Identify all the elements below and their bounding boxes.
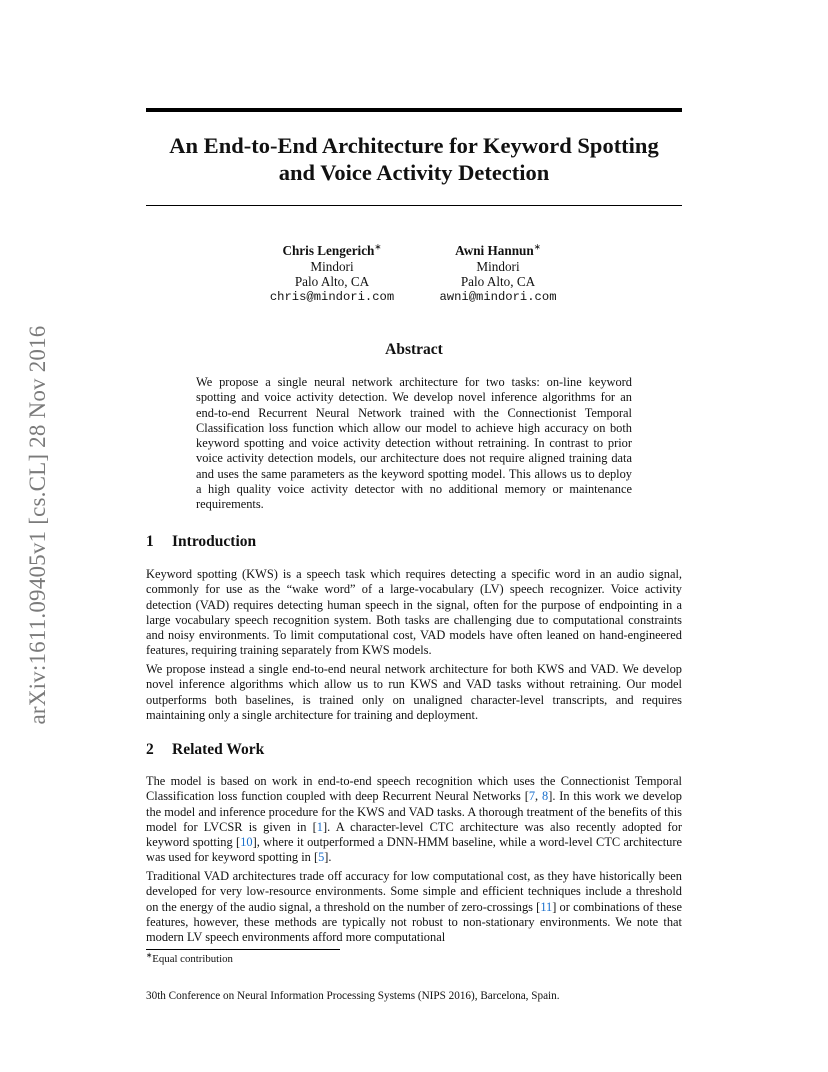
author-2 — [428, 243, 568, 305]
author-1-affiliation: Mindori — [310, 258, 354, 274]
footnote — [146, 950, 233, 965]
author-2-email[interactable]: awni@mindori.com — [439, 289, 557, 304]
section-2-number: 2 — [146, 741, 154, 758]
author-2-affiliation: Mindori — [476, 258, 520, 274]
author-2-location: Palo Alto, CA — [460, 274, 536, 289]
citation-7[interactable]: 7 — [528, 789, 536, 804]
section-1-heading — [146, 533, 256, 551]
title-line-2: and Voice Activity Detection — [278, 160, 550, 185]
author-1-location: Palo Alto, CA — [294, 274, 370, 289]
abstract-heading: Abstract — [385, 341, 443, 358]
section-1-paragraph-1: Keyword spotting (KWS) is a speech task which requires detecting a specific word in an audio signal, commonly for use as the “wake word” of a large-vocabulary (LV) speech recognizer. Voice activity detection (VAD) requires detecting human speech in the signal, often for the purpose of endpointing in a large vocabulary speech recognition system. Both tasks are challenging due to computational constraints and noisy environments. To limit computational cost, VAD models have often leaned on hand-engineered features, requiring training separately from KWS models. — [146, 567, 682, 658]
title-line-1: An End-to-End Architecture for Keyword Spotting — [169, 133, 659, 158]
author-1-email[interactable]: chris@mindori.com — [269, 289, 395, 304]
author-1-name: Chris Lengerich — [282, 243, 375, 258]
citation-10[interactable]: 10 — [240, 835, 253, 850]
citation-11[interactable]: 11 — [540, 899, 553, 914]
section-2-paragraph-1: The model is based on work in end-to-end speech recognition which uses the Connectionist Temporal Classification loss function coupled with deep Recurrent Neural Networks [7, 8]. In this work we develop the model and inference procedure for the KWS and VAD tasks. A thorough treatment of the benefits of this model for LVCSR is given in [1]. A character-level CTC architecture was also recently adopted for keyword spotting [10], where it outperformed a DNN-HMM baseline, while a word-level CTC architecture was used for keyword spotting in [5]. — [146, 774, 682, 865]
citation-8[interactable]: 8 — [541, 789, 549, 804]
conference-note: 30th Conference on Neural Information Processing Systems (NIPS 2016), Barcelona, Spain. — [146, 990, 560, 1002]
abstract-text: We propose a single neural network architecture for two tasks: on-line keyword spotting and voice activity detection. We develop novel inference algorithms for an end-to-end Recurrent Neural Network trained with the Connectionist Temporal Classification loss function which allow our model to achieve high accuracy on both keyword spotting and voice activity detection without retraining. In contrast to prior voice activity detection models, our architecture does not require aligned training data and uses the same parameters as the keyword spotting model. This allows us to deploy a high quality voice activity detector with no additional memory or maintenance requirements. — [196, 375, 632, 512]
section-1-paragraph-2: We propose instead a single end-to-end neural network architecture for both KWS and VAD. We develop novel inference algorithms which allow us to run KWS and VAD tasks without retraining. Our model outperforms both baselines, is trained only on unaligned character-level transcripts, and requires maintaining only a single architecture for training and deployment. — [146, 662, 682, 722]
author-2-name: Awni Hannun — [455, 243, 534, 258]
author-2-mark: ∗ — [533, 241, 541, 252]
author-1-mark: ∗ — [374, 241, 382, 252]
paper-title — [146, 132, 682, 186]
section-2-title: Related Work — [172, 741, 265, 758]
section-1-number: 1 — [146, 533, 154, 550]
footnote-rule — [146, 949, 340, 950]
citation-5[interactable]: 5 — [318, 850, 325, 865]
footnote-mark: ∗ — [146, 950, 153, 960]
title-rule-top — [146, 108, 682, 112]
author-1 — [262, 243, 402, 305]
title-rule-bottom — [146, 205, 682, 206]
section-2-paragraph-2: Traditional VAD architectures trade off accuracy for low computational cost, as they have historically been developed for very low-resource environments. Some simple and efficient techniques include a threshold on the energy of the audio signal, a threshold on the number of zero-crossings [11] or combinations of these features, however, these methods are typically not robust to non-stationary environments. We note that modern LV speech environments afford more computational — [146, 869, 682, 945]
section-1-title: Introduction — [172, 533, 257, 550]
section-2-heading — [146, 741, 264, 759]
footnote-text: Equal contribution — [152, 953, 233, 965]
citation-1[interactable]: 1 — [316, 819, 323, 834]
